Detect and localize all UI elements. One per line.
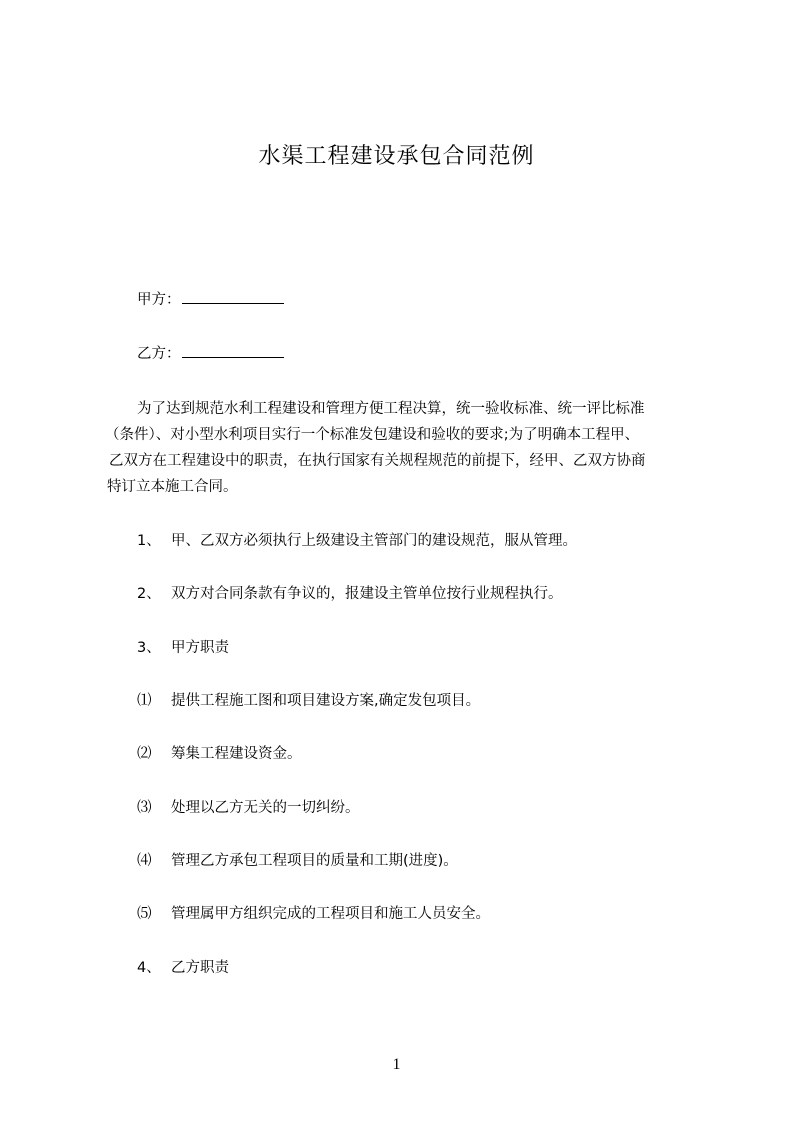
- duty-text: 管理属甲方组织完成的工程项目和施工人员安全。: [171, 906, 490, 922]
- party-a-blank: [182, 289, 284, 304]
- duty-number: ⑵: [137, 746, 152, 762]
- clause-number: 4、: [137, 960, 161, 976]
- duty-number: ⑷: [137, 853, 152, 869]
- duty-item: [137, 850, 458, 872]
- clause-number: 2、: [137, 586, 161, 602]
- clause-4: [137, 957, 229, 979]
- duty-text: 提供工程施工图和项目建设方案,确定发包项目。: [171, 693, 481, 709]
- duty-number: ⑴: [137, 693, 152, 709]
- intro-line: 乙双方在工程建设中的职责，在执行国家有关规程规范的前提下，经甲、乙双方协商: [109, 453, 646, 469]
- duty-text: 处理以乙方无关的一切纠纷。: [171, 800, 360, 816]
- clause-text: 甲方职责: [171, 640, 229, 656]
- party-b-label: 乙方：: [137, 346, 181, 362]
- party-b-line: [137, 343, 284, 365]
- page-number: 1: [392, 1056, 401, 1073]
- clause-text: 乙方职责: [171, 960, 229, 976]
- duty-number: ⑶: [137, 800, 152, 816]
- party-a-line: [137, 289, 284, 311]
- duty-number: ⑸: [137, 906, 152, 922]
- duty-item: [137, 690, 480, 712]
- clause-number: 3、: [137, 640, 161, 656]
- intro-paragraph: [107, 396, 707, 500]
- document-title: 水渠工程建设承包合同范例: [258, 144, 535, 169]
- clause-3: [137, 637, 229, 659]
- clause-text: 甲、乙双方必须执行上级建设主管部门的建设规范，服从管理。: [171, 533, 577, 549]
- duty-item: [137, 903, 490, 925]
- duty-text: 管理乙方承包工程项目的质量和工期(进度)。: [171, 853, 458, 869]
- intro-line: （条件）、对小型水利项目实行一个标准发包建设和验收的要求;为了明确本工程甲、: [105, 427, 640, 443]
- duty-item: [137, 797, 360, 819]
- clause-2: [137, 583, 563, 605]
- intro-line: 为了达到规范水利工程建设和管理方便工程决算，统一验收标准、统一评比标准: [137, 401, 645, 417]
- clause-1: [137, 530, 577, 552]
- party-b-blank: [182, 343, 284, 358]
- intro-line: 特订立本施工合同。: [107, 479, 238, 495]
- duty-text: 筹集工程建设资金。: [171, 746, 302, 762]
- clause-number: 1、: [137, 533, 161, 549]
- party-a-label: 甲方：: [137, 292, 181, 308]
- duty-item: [137, 743, 302, 765]
- clause-text: 双方对合同条款有争议的，报建设主管单位按行业规程执行。: [171, 586, 563, 602]
